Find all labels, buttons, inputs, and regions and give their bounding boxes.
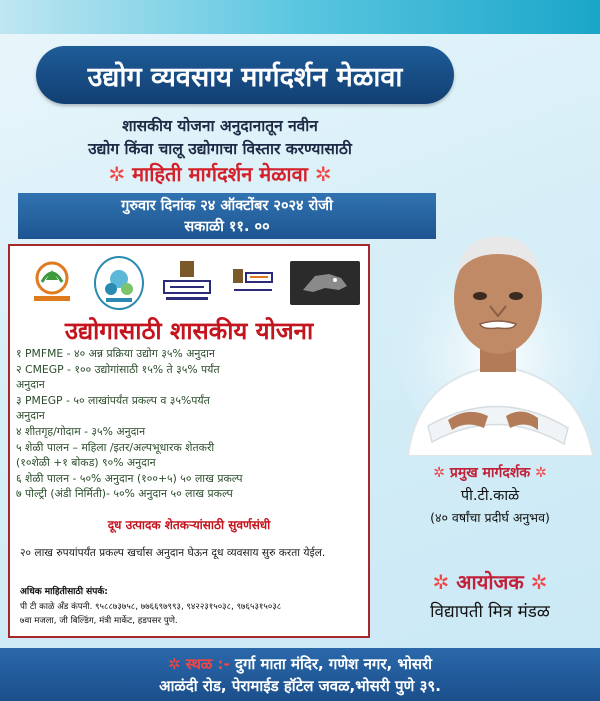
list-item: ७ पोल्ट्री (अंडी निर्मिती)- ५०% अनुदान ५० लाख प्रकल्प bbox=[16, 487, 233, 501]
list-item: २ CMEGP - १०० उद्योगांसाठी १५% ते ३५% पर्यंत bbox=[16, 362, 220, 376]
mentor-name: पी.टी.काळे bbox=[460, 488, 520, 504]
event-title: उद्योग व्यवसाय मार्गदर्शन मेळावा bbox=[87, 61, 403, 93]
highlight-text: माहिती मार्गदर्शन मेळावा bbox=[132, 162, 308, 186]
scheme-list bbox=[16, 346, 366, 502]
list-item: अनुदान bbox=[16, 378, 45, 392]
make-in-india-logo bbox=[290, 261, 360, 305]
list-item: ३ PMEGP - ५० लाखांपर्यंत प्रकल्प व ३५%पर्यंत bbox=[16, 393, 210, 407]
star-icon: ✲ bbox=[432, 570, 450, 594]
pmfme-logo bbox=[24, 258, 80, 308]
highlight-heading bbox=[10, 160, 430, 187]
loan-note: २० लाख रुपयांपर्यंत प्रकल्प खर्चास अनुदान घेऊन दूध व्यवसाय सुरु करता येईल. bbox=[20, 547, 326, 559]
mentor-portrait bbox=[388, 206, 600, 456]
venue-line-1 bbox=[0, 653, 600, 675]
list-item: ४ शीतगृह/गोदाम - ३५% अनुदान bbox=[16, 424, 146, 438]
list-item: ५ शेळी पालन – महिला /इतर/अल्पभूधारक शेतकरी bbox=[16, 440, 215, 454]
list-item: अनुदान bbox=[16, 409, 45, 423]
logo-strip bbox=[24, 256, 360, 310]
schemes-card bbox=[8, 244, 370, 638]
star-icon: ✲ bbox=[433, 465, 445, 481]
organizer-role-text: आयोजक bbox=[456, 570, 524, 594]
schemes-title: उद्योगासाठी शासकीय योजना bbox=[64, 317, 314, 345]
mentor-role-text: प्रमुख मार्गदर्शक bbox=[449, 465, 531, 481]
organizer-name: विद्यापती मित्र मंडळ bbox=[430, 602, 550, 622]
organizer-role bbox=[380, 568, 600, 595]
venue-address-1: दुर्गा माता मंदिर, गणेश नगर, भोसरी bbox=[234, 655, 433, 673]
event-time: सकाळी ११. ०० bbox=[184, 219, 270, 235]
venue-label: स्थळ :- bbox=[185, 655, 230, 673]
list-item: ६ शेळी पालन - ५०% अनुदान (१००+५) ५० लाख प्रकल्प bbox=[16, 471, 243, 485]
event-date: गुरुवार दिनांक २४ ऑक्टोंबर २०२४ रोजी bbox=[121, 198, 333, 214]
contact-heading: अधिक माहितीसाठी संपर्क: bbox=[20, 587, 108, 597]
star-icon: ✲ bbox=[314, 162, 332, 186]
top-gradient-band bbox=[0, 0, 600, 34]
event-title-banner bbox=[36, 46, 454, 104]
contact-phones: पी टी काळे अँड कंपनी. ९५८८७३७५८, ७७६६९७९९३, ९४२२३१५०३८, ९७६५३१५०३८ bbox=[20, 602, 282, 612]
star-icon: ✲ bbox=[530, 570, 548, 594]
star-icon: ✲ bbox=[535, 465, 547, 481]
venue-address-2: आळंदी रोड, पेरामाईड हॉटेल जवळ,भोसरी पुणे ३९. bbox=[159, 677, 441, 695]
msme-logo bbox=[158, 259, 216, 307]
subtitle-line-1: शासकीय योजना अनुदानातून नवीन bbox=[122, 117, 318, 135]
list-item: (१०शेळी +१ बोकड) ९०% अनुदान bbox=[16, 456, 156, 470]
mentor-experience: (४० वर्षांचा प्रदीर्घ अनुभव) bbox=[430, 510, 550, 525]
milk-opportunity-heading: दूध उत्पादक शेतकऱ्यांसाठी सुवर्णसंधी bbox=[107, 518, 271, 532]
contact-address: ७वा मजला, जी बिल्डिंग, मंत्री मार्केट, हडपसर पुणे. bbox=[20, 616, 178, 626]
fssai-logo bbox=[230, 263, 276, 303]
cmegp-logo bbox=[94, 256, 144, 310]
star-icon: ✲ bbox=[108, 162, 126, 186]
list-item: १ PMFME - ४० अन्न प्रक्रिया उद्योग ३५% अनुदान bbox=[16, 347, 215, 360]
star-icon: ✲ bbox=[167, 655, 181, 673]
date-time-bar bbox=[18, 193, 436, 239]
venue-bar bbox=[0, 648, 600, 701]
subtitle-line-2: उद्योग किंवा चालू उद्योगाचा विस्तार करण्यासाठी bbox=[88, 140, 352, 158]
mentor-role bbox=[380, 463, 600, 482]
